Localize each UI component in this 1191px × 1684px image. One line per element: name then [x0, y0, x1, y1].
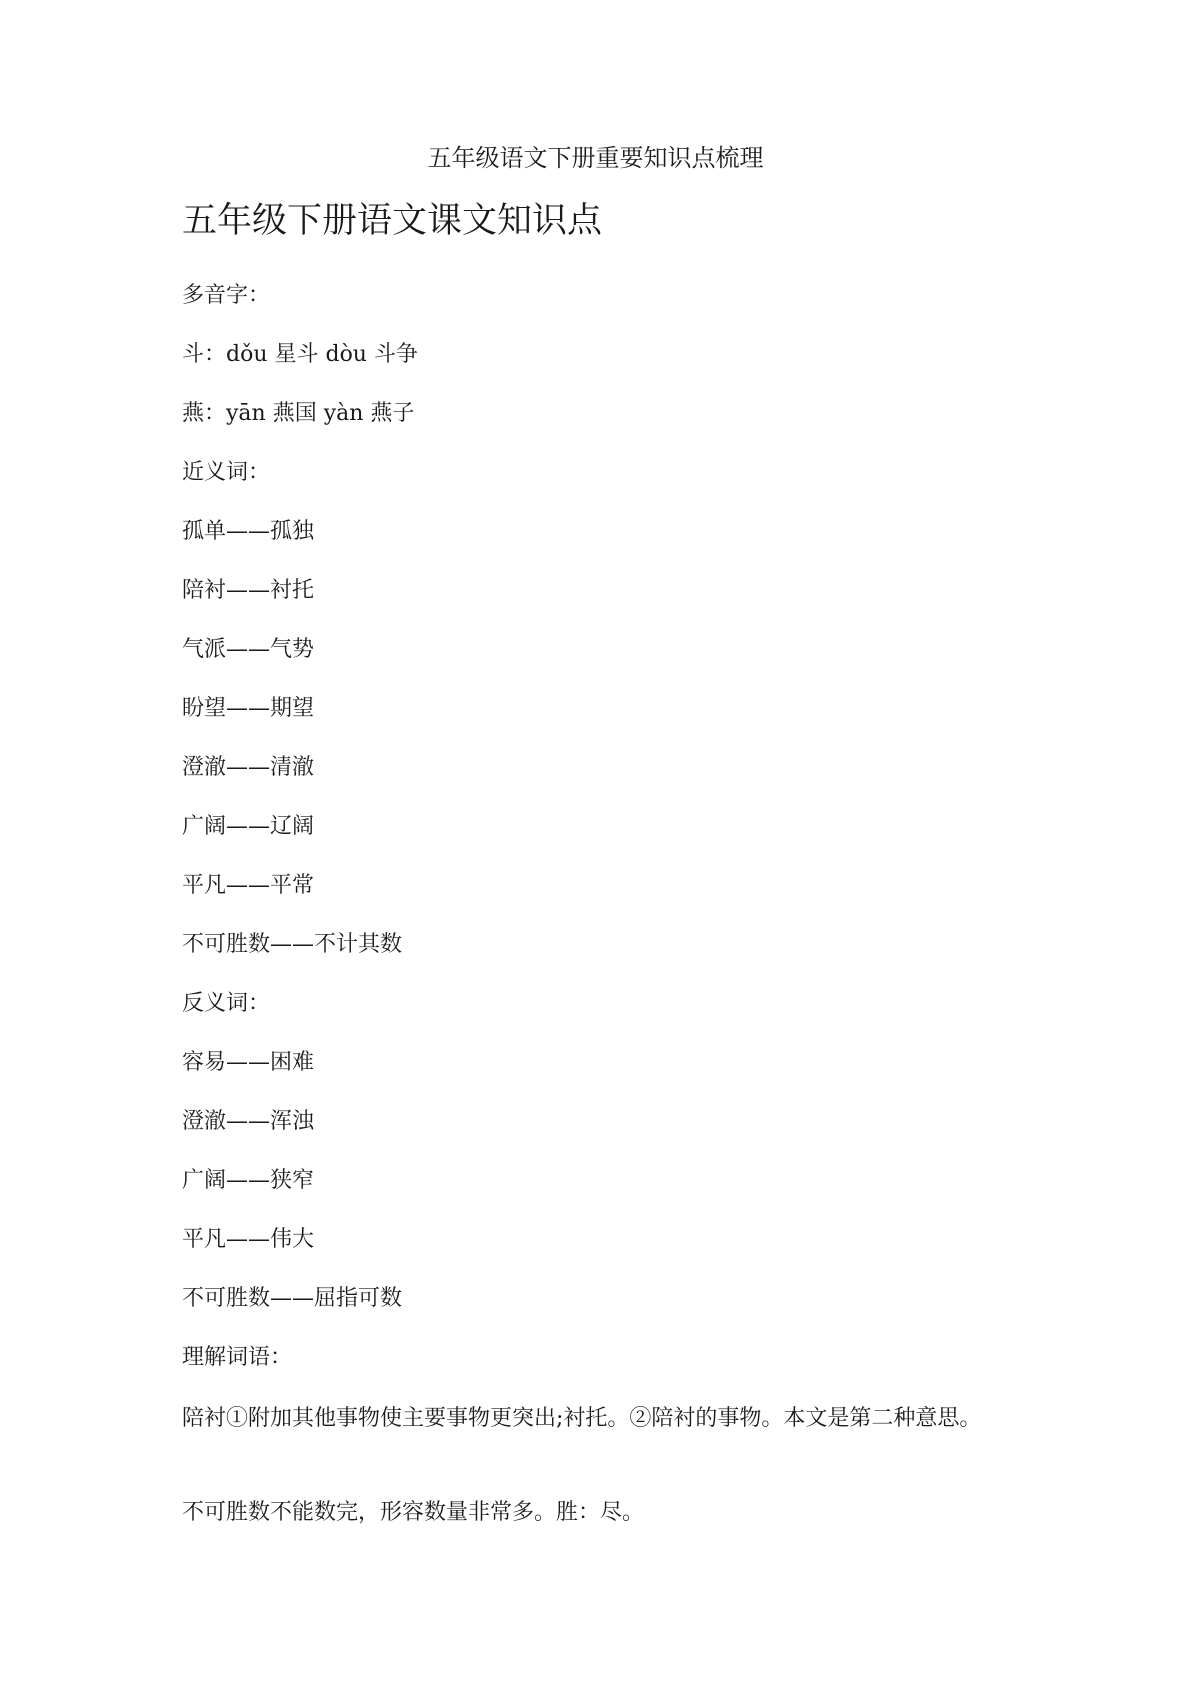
line-polyphonic-yan: 燕：yān 燕国 yàn 燕子	[182, 401, 415, 426]
line-synonym: 广阔——辽阔	[182, 814, 315, 839]
line-synonyms-header: 近义词：	[182, 460, 271, 485]
line-antonym: 容易——困难	[182, 1050, 315, 1075]
definition-paragraph-bukeshengshu: 不可胜数不能数完，形容数量非常多。胜：尽。	[182, 1500, 645, 1525]
line-synonym: 平凡——平常	[182, 873, 315, 898]
line-antonym: 广阔——狭窄	[182, 1168, 315, 1193]
line-antonyms-header: 反义词：	[182, 991, 271, 1016]
document-title: 五年级语文下册重要知识点梳理	[427, 144, 764, 172]
section-heading: 五年级下册语文课文知识点	[182, 201, 603, 241]
line-synonym: 孤单——孤独	[182, 519, 315, 544]
line-synonym: 陪衬——衬托	[182, 578, 315, 603]
line-vocabulary-header: 理解词语：	[182, 1345, 293, 1370]
line-polyphonic-dou: 斗：dǒu 星斗 dòu 斗争	[182, 342, 418, 367]
content-lines	[182, 280, 1032, 1401]
line-antonym: 不可胜数——屈指可数	[182, 1286, 403, 1311]
line-synonym: 气派——气势	[182, 637, 315, 662]
line-synonym: 盼望——期望	[182, 696, 315, 721]
line-polyphonic-header: 多音字：	[182, 283, 271, 308]
line-antonym: 平凡——伟大	[182, 1227, 315, 1252]
line-synonym: 澄澈——清澈	[182, 755, 315, 780]
line-antonym: 澄澈——浑浊	[182, 1109, 315, 1134]
line-synonym: 不可胜数——不计其数	[182, 932, 403, 957]
definition-paragraph-peichen: 陪衬①附加其他事物使主要事物更突出;衬托。②陪衬的事物。本文是第二种意思。	[182, 1406, 982, 1431]
